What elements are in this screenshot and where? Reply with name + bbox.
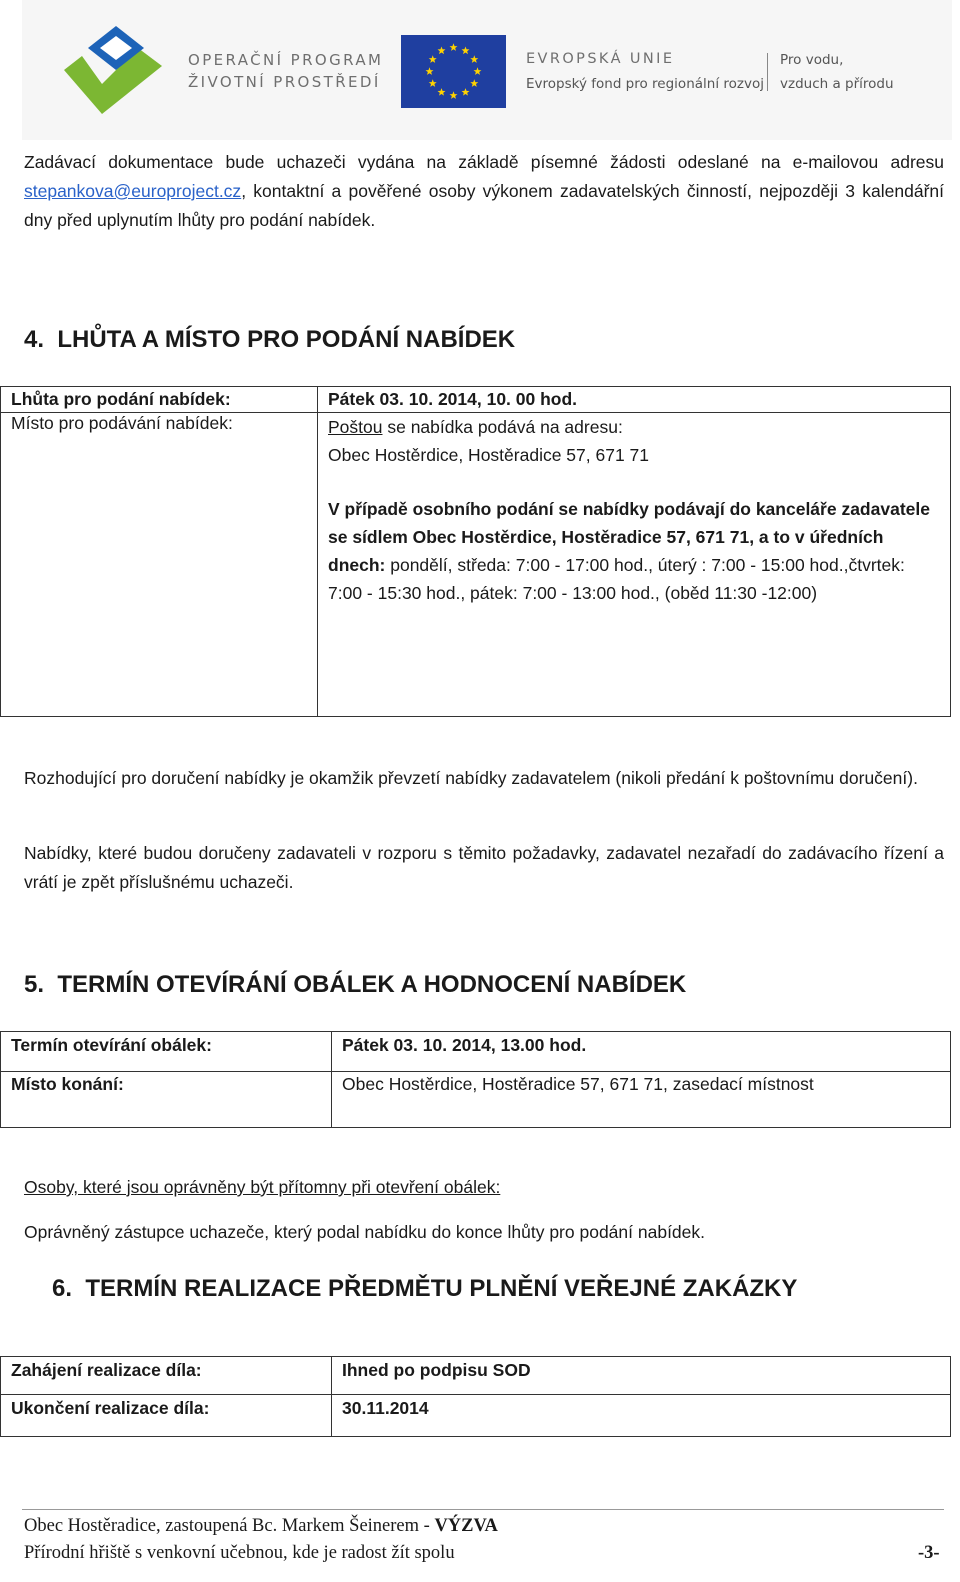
op-line1: OPERAČNÍ PROGRAM bbox=[188, 51, 384, 69]
persons-heading: Osoby, které jsou oprávněny být přítomny při otevření obálek: bbox=[24, 1177, 501, 1197]
section5-heading: 5. TERMÍN OTEVÍRÁNÍ OBÁLEK A HODNOCENÍ NABÍDEK bbox=[24, 971, 687, 998]
deadline-label: Lhůta pro podání nabídek: bbox=[1, 387, 318, 413]
slogan-line1: Pro vodu, bbox=[780, 52, 844, 68]
section6-heading: 6. TERMÍN REALIZACE PŘEDMĚTU PLNĚNÍ VEŘEJNÉ ZAKÁZKY bbox=[52, 1275, 798, 1302]
footer-organization: Obec Hostěradice, zastoupená Bc. Markem Šeinerem - bbox=[24, 1516, 435, 1536]
eu-title: EVROPSKÁ UNIE bbox=[526, 51, 675, 67]
footer-divider bbox=[22, 1509, 944, 1510]
end-label: Ukončení realizace díla: bbox=[1, 1395, 332, 1437]
office-hours: pondělí, středa: 7:00 - 17:00 hod., úterý : 7:00 - 15:00 hod.,čtvrtek: 7:00 - 15:30 hod., pátek: 7:00 - 13:00 hod., (oběd 11:30 -12:00) bbox=[328, 555, 905, 603]
note-rejected: Nabídky, které budou doručeny zadavateli v rozporu s těmito požadavky, zadavatel nezařadí do zadávacího řízení a vrátí je zpět příslušnému uchazeči. bbox=[24, 843, 944, 892]
intro-paragraph bbox=[24, 148, 944, 235]
footer-line1 bbox=[24, 1516, 498, 1537]
venue-value: Obec Hostěrdice, Hostěradice 57, 671 71, zasedací místnost bbox=[332, 1072, 951, 1128]
deadline-value: Pátek 03. 10. 2014, 10. 00 hod. bbox=[318, 387, 951, 413]
header-separator bbox=[767, 53, 768, 91]
post-label: Poštou bbox=[328, 417, 383, 437]
slogan-line2: vzduch a přírodu bbox=[780, 76, 894, 92]
intro-text-before: Zadávací dokumentace bude uchazeči vydána na základě písemné žádosti odeslané na e-mailovou adresu bbox=[24, 152, 944, 172]
eu-subtitle: Evropský fond pro regionální rozvoj bbox=[526, 76, 764, 92]
section5-table bbox=[0, 1031, 951, 1128]
eu-flag-icon bbox=[401, 35, 506, 108]
personal-delivery-text: V případě osobního podání se nabídky podávají do kanceláře zadavatele se sídlem Obec Hostěrdice, Hostěradice 57, 671 71, a to v úředních dnech: bbox=[328, 499, 930, 575]
persons-text: Oprávněný zástupce uchazeče, který podal nabídku do konce lhůty pro podání nabídek. bbox=[24, 1222, 706, 1242]
post-rest: se nabídka podává na adresu: bbox=[382, 417, 623, 437]
end-value: 30.11.2014 bbox=[332, 1395, 951, 1437]
footer-project: Přírodní hřiště s venkovní učebnou, kde je radost žít spolu bbox=[24, 1543, 455, 1563]
start-value: Ihned po podpisu SOD bbox=[332, 1357, 951, 1395]
place-value bbox=[318, 413, 951, 717]
op-line2: ŽIVOTNÍ PROSTŘEDÍ bbox=[188, 73, 381, 91]
intro-text-after: , kontaktní a pověřené osoby výkonem zadavatelských činností, nejpozději 3 kalendářní dny před uplynutím lhůty pro podání nabídek. bbox=[24, 181, 944, 230]
start-label: Zahájení realizace díla: bbox=[1, 1357, 332, 1395]
place-label: Místo pro podávání nabídek: bbox=[1, 413, 318, 717]
note-delivery: Rozhodující pro doručení nabídky je okamžik převzetí nabídky zadavatelem (nikoli předání k poštovnímu doručení). bbox=[24, 768, 918, 788]
section4-heading: 4. LHŮTA A MÍSTO PRO PODÁNÍ NABÍDEK bbox=[24, 326, 516, 353]
email-link[interactable]: stepankova@europroject.cz bbox=[24, 181, 242, 201]
footer-doc-type: VÝZVA bbox=[434, 1516, 498, 1536]
opening-value: Pátek 03. 10. 2014, 13.00 hod. bbox=[332, 1032, 951, 1072]
section6-table bbox=[0, 1356, 951, 1437]
post-address: Obec Hostěrdice, Hostěradice 57, 671 71 bbox=[328, 445, 650, 465]
opening-label: Termín otevírání obálek: bbox=[1, 1032, 332, 1072]
op-zp-logo-icon bbox=[54, 26, 170, 118]
section4-table bbox=[0, 386, 951, 717]
page-number: -3- bbox=[918, 1543, 940, 1563]
venue-label: Místo konání: bbox=[1, 1072, 332, 1128]
